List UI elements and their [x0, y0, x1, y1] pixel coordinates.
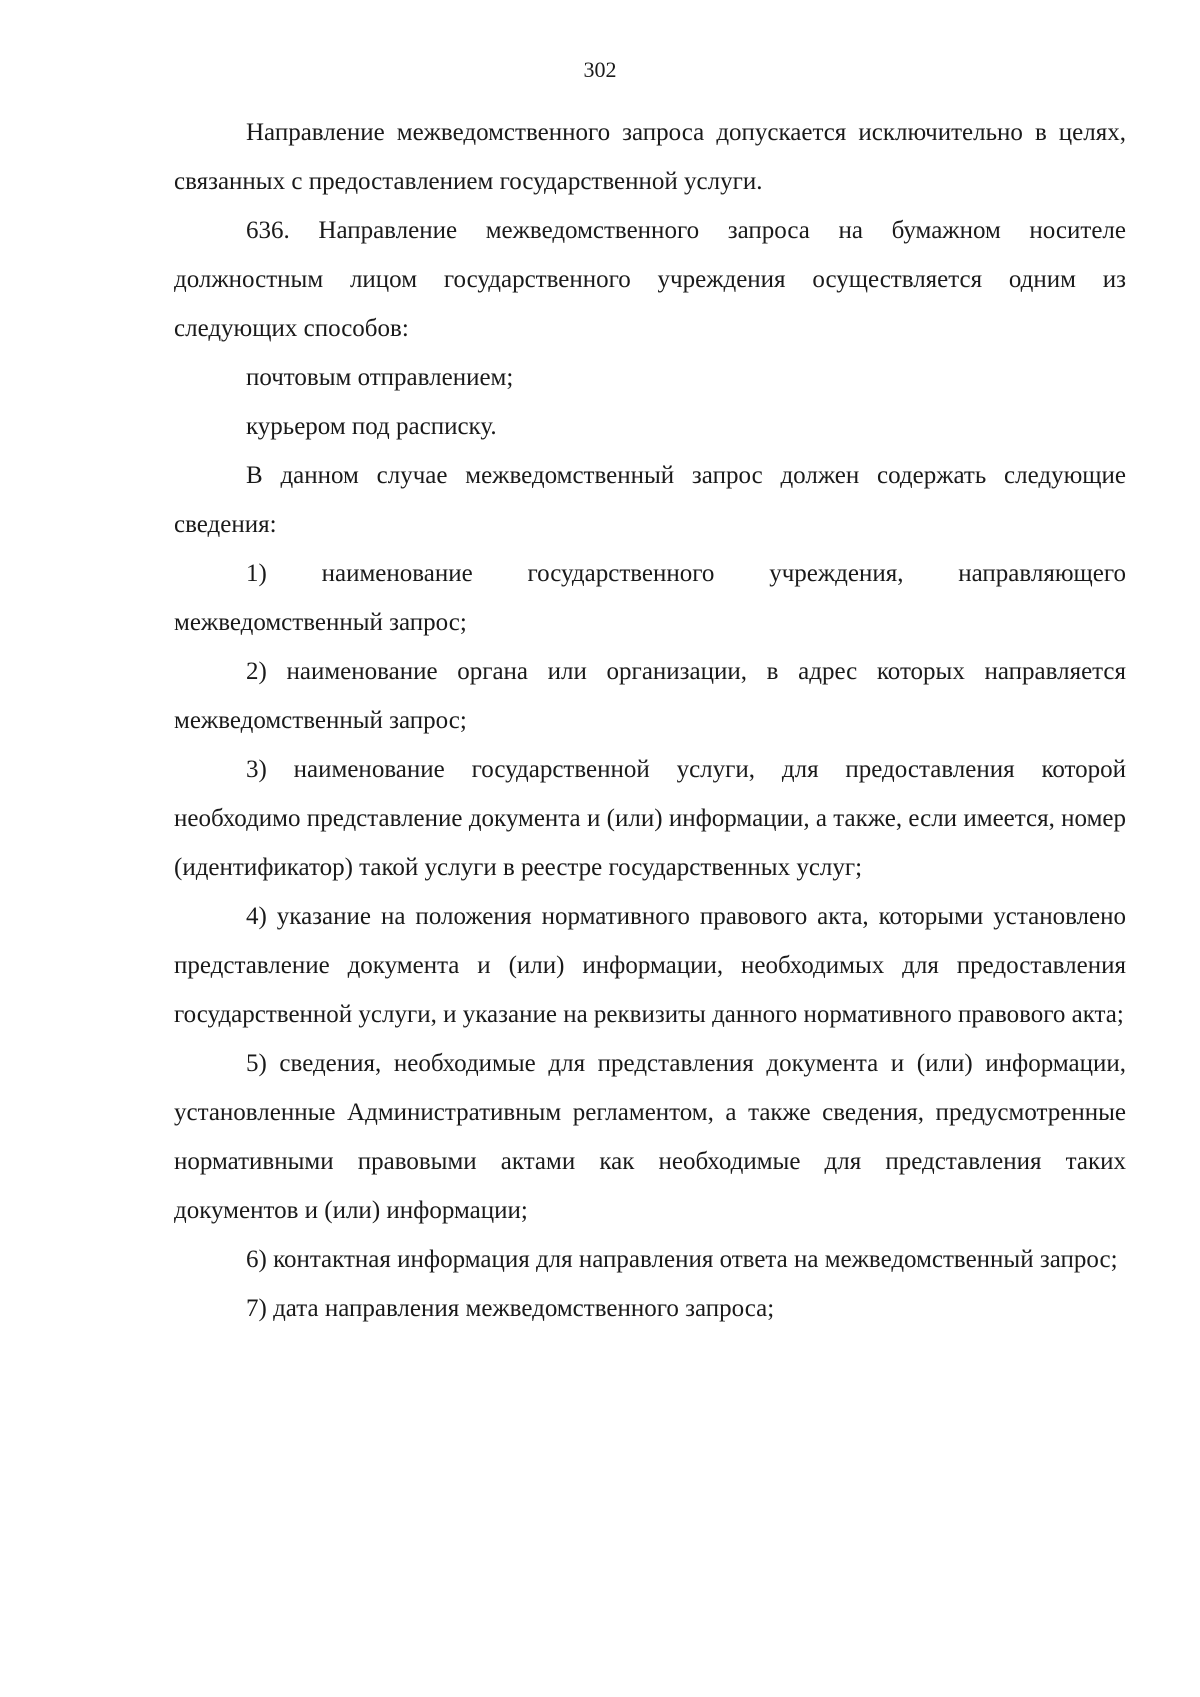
document-body — [174, 108, 1126, 1333]
list-item-6: 6) контактная информация для направления ответа на межведомственный запрос; — [246, 1246, 1118, 1273]
paragraph-intro: Направление межведомственного запроса допускается исключительно в целях, связанных с предоставлением государственной услуги. — [174, 119, 1126, 195]
list-item-4: 4) указание на положения нормативного правового акта, которыми установлено представление документа и (или) информации, необходимых для предоставления государственной услуги, и указание на реквизиты данного нормативного правового акта; — [174, 903, 1126, 1028]
list-item-7: 7) дата направления межведомственного запроса; — [246, 1295, 775, 1322]
list-item-5: 5) сведения, необходимые для представления документа и (или) информации, установленные Административным регламентом, а также сведения, предусмотренные нормативными правовыми актами как необходимые для представления таких документов и (или) информации; — [174, 1050, 1126, 1224]
list-item-2: 2) наименование органа или организации, в адрес которых направляется межведомственный запрос; — [174, 658, 1126, 734]
list-item-3: 3) наименование государственной услуги, для предоставления которой необходимо представление документа и (или) информации, а также, если имеется, номер (идентификатор) такой услуги в реестре государственных услуг; — [174, 756, 1126, 881]
paragraph-postal: почтовым отправлением; — [246, 364, 514, 391]
paragraph-courier: курьером под расписку. — [246, 413, 497, 440]
page-number: 302 — [583, 57, 617, 82]
paragraph-636: 636. Направление межведомственного запроса на бумажном носителе должностным лицом государственного учреждения осуществляется одним из следующих способов: — [174, 217, 1126, 342]
paragraph-required-info: В данном случае межведомственный запрос должен содержать следующие сведения: — [174, 462, 1126, 538]
list-item-1: 1) наименование государственного учреждения, направляющего межведомственный запрос; — [174, 560, 1126, 636]
